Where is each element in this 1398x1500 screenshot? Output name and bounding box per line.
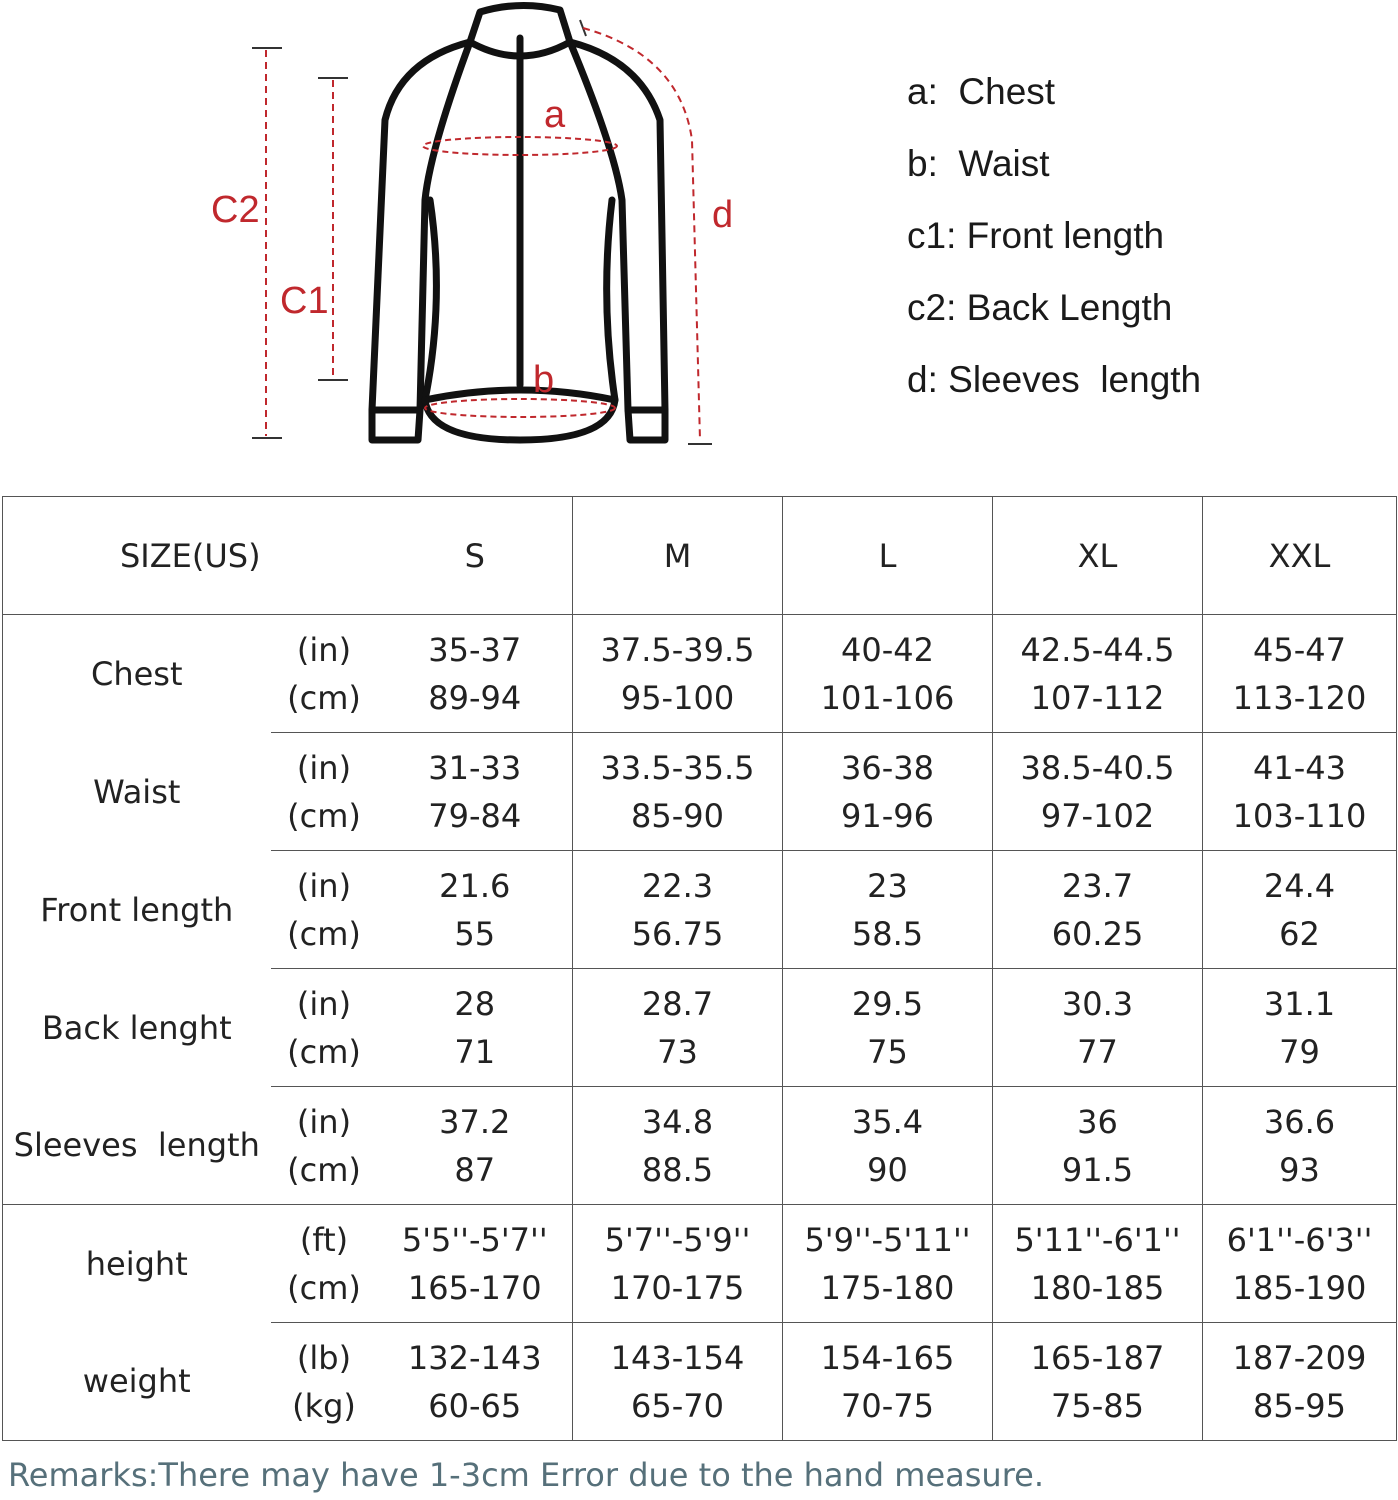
value-cell-m xyxy=(573,733,783,851)
value-primary: 40-42 xyxy=(841,630,934,669)
row-measure-name: Sleeves length xyxy=(3,1087,271,1205)
value-secondary: 85-90 xyxy=(631,796,724,835)
value-secondary: 95-100 xyxy=(620,678,735,717)
value-primary: 36 xyxy=(1077,1102,1118,1141)
value-cell-xl xyxy=(993,1205,1203,1323)
legend-item-chest: a: Chest xyxy=(907,71,1056,112)
value-cell-xxl xyxy=(1203,1205,1397,1323)
value-primary: 6'1''-6'3'' xyxy=(1226,1220,1373,1259)
value-cell-m xyxy=(573,1087,783,1205)
legend-item-back-length: c2: Back Length xyxy=(907,287,1173,328)
table-row xyxy=(3,1323,1397,1441)
value-cell-xl xyxy=(993,969,1203,1087)
c2-measure-line xyxy=(252,48,282,438)
value-cell-m xyxy=(573,851,783,969)
unit-label: (in) xyxy=(296,984,352,1023)
value-secondary: 101-106 xyxy=(820,678,955,717)
value-secondary: 180-185 xyxy=(1030,1268,1165,1307)
value-cell-xxl xyxy=(1203,1323,1397,1441)
header-size-label: SIZE(US) xyxy=(3,497,378,615)
value-secondary: 73 xyxy=(657,1032,698,1071)
value-primary: 31-33 xyxy=(428,748,522,787)
unit-label: (cm) xyxy=(287,678,361,717)
value-primary: 30.3 xyxy=(1061,984,1134,1023)
label-a: a xyxy=(544,94,566,136)
value-secondary: 107-112 xyxy=(1030,678,1165,717)
value-primary: 28 xyxy=(454,984,496,1023)
value-cell-m xyxy=(573,615,783,733)
value-secondary: 56.75 xyxy=(631,914,724,953)
unit-label: (cm) xyxy=(287,914,361,953)
value-primary: 23.7 xyxy=(1061,866,1134,905)
value-primary: 41-43 xyxy=(1253,748,1346,787)
unit-label: (in) xyxy=(296,1102,352,1141)
row-units xyxy=(271,851,378,969)
row-measure-name: weight xyxy=(3,1323,271,1441)
value-cell-xxl xyxy=(1203,969,1397,1087)
value-primary: 21.6 xyxy=(439,866,511,905)
value-secondary: 60.25 xyxy=(1051,914,1144,953)
row-units xyxy=(271,1087,378,1205)
value-primary: 154-165 xyxy=(820,1338,955,1377)
value-secondary: 91-96 xyxy=(841,796,934,835)
value-primary: 165-187 xyxy=(1030,1338,1165,1377)
value-secondary: 170-175 xyxy=(610,1268,745,1307)
value-primary: 5'9''-5'11'' xyxy=(804,1220,971,1259)
value-cell-s xyxy=(378,969,573,1087)
value-secondary: 71 xyxy=(454,1032,496,1071)
value-cell-xxl xyxy=(1203,615,1397,733)
value-cell-l xyxy=(783,1087,993,1205)
value-cell-l xyxy=(783,969,993,1087)
label-c1: C1 xyxy=(280,280,329,322)
value-secondary: 93 xyxy=(1279,1150,1320,1189)
value-secondary: 88.5 xyxy=(641,1150,714,1189)
value-cell-m xyxy=(573,969,783,1087)
label-c2: C2 xyxy=(211,189,260,231)
row-measure-name: Chest xyxy=(3,615,271,733)
unit-label: (in) xyxy=(296,748,352,787)
value-cell-l xyxy=(783,1205,993,1323)
value-cell-xl xyxy=(993,615,1203,733)
header-size-s: S xyxy=(378,497,573,615)
unit-label: (in) xyxy=(296,630,352,669)
legend-item-waist: b: Waist xyxy=(907,143,1050,184)
value-secondary: 103-110 xyxy=(1232,796,1367,835)
value-primary: 28.7 xyxy=(641,984,714,1023)
measurement-legend xyxy=(907,62,1201,422)
value-secondary: 77 xyxy=(1077,1032,1118,1071)
table-header-row xyxy=(3,497,1397,615)
row-units xyxy=(271,1323,378,1441)
unit-label: (in) xyxy=(296,866,352,905)
value-cell-xl xyxy=(993,851,1203,969)
value-secondary: 90 xyxy=(867,1150,908,1189)
value-secondary: 75-85 xyxy=(1051,1386,1144,1425)
row-measure-name: Front length xyxy=(3,851,271,969)
unit-label: (cm) xyxy=(287,1150,361,1189)
value-cell-xl xyxy=(993,1323,1203,1441)
value-primary: 31.1 xyxy=(1263,984,1336,1023)
row-units xyxy=(271,1205,378,1323)
row-measure-name: Waist xyxy=(3,733,271,851)
value-cell-s xyxy=(378,1087,573,1205)
value-cell-l xyxy=(783,851,993,969)
legend-item-sleeves-length: d: Sleeves length xyxy=(907,359,1202,400)
value-cell-m xyxy=(573,1205,783,1323)
value-cell-s xyxy=(378,851,573,969)
value-cell-xxl xyxy=(1203,1087,1397,1205)
value-primary: 37.2 xyxy=(439,1102,511,1141)
value-cell-l xyxy=(783,733,993,851)
value-primary: 35-37 xyxy=(428,630,522,669)
value-primary: 5'7''-5'9'' xyxy=(604,1220,751,1259)
value-cell-xl xyxy=(993,1087,1203,1205)
value-secondary: 185-190 xyxy=(1232,1268,1367,1307)
c1-measure-line xyxy=(318,78,348,380)
value-secondary: 79 xyxy=(1279,1032,1320,1071)
value-primary: 42.5-44.5 xyxy=(1020,630,1175,669)
value-primary: 187-209 xyxy=(1232,1338,1367,1377)
row-units xyxy=(271,615,378,733)
row-measure-name: Back lenght xyxy=(3,969,271,1087)
value-primary: 34.8 xyxy=(641,1102,714,1141)
value-primary: 5'5''-5'7'' xyxy=(401,1220,548,1259)
value-cell-l xyxy=(783,615,993,733)
value-secondary: 75 xyxy=(867,1032,908,1071)
value-secondary: 175-180 xyxy=(820,1268,955,1307)
value-primary: 33.5-35.5 xyxy=(600,748,755,787)
jacket-outline xyxy=(372,5,665,440)
table-row xyxy=(3,733,1397,851)
size-chart-table xyxy=(2,496,1397,1441)
value-primary: 143-154 xyxy=(610,1338,745,1377)
value-primary: 35.4 xyxy=(851,1102,924,1141)
value-secondary: 62 xyxy=(1279,914,1320,953)
header-size-xl: XL xyxy=(993,497,1203,615)
unit-label: (kg) xyxy=(292,1386,356,1425)
value-secondary: 91.5 xyxy=(1061,1150,1134,1189)
value-primary: 29.5 xyxy=(851,984,924,1023)
legend-item-front-length: c1: Front length xyxy=(907,215,1165,256)
value-secondary: 79-84 xyxy=(428,796,522,835)
value-cell-s xyxy=(378,1323,573,1441)
row-units xyxy=(271,733,378,851)
value-cell-m xyxy=(573,1323,783,1441)
value-secondary: 97-102 xyxy=(1040,796,1155,835)
value-cell-xxl xyxy=(1203,733,1397,851)
label-d: d xyxy=(712,194,734,236)
value-secondary: 70-75 xyxy=(841,1386,934,1425)
value-primary: 45-47 xyxy=(1253,630,1346,669)
value-secondary: 65-70 xyxy=(631,1386,724,1425)
value-cell-s xyxy=(378,1205,573,1323)
value-primary: 36.6 xyxy=(1263,1102,1336,1141)
unit-label: (cm) xyxy=(287,796,361,835)
value-cell-s xyxy=(378,733,573,851)
value-secondary: 89-94 xyxy=(428,678,522,717)
label-b: b xyxy=(533,359,555,401)
value-secondary: 165-170 xyxy=(407,1268,542,1307)
unit-label: (lb) xyxy=(296,1338,352,1377)
value-primary: 36-38 xyxy=(841,748,934,787)
d-measure-line xyxy=(580,20,712,444)
table-row xyxy=(3,851,1397,969)
row-units xyxy=(271,969,378,1087)
value-primary: 132-143 xyxy=(407,1338,542,1377)
value-cell-s xyxy=(378,615,573,733)
value-primary: 24.4 xyxy=(1263,866,1336,905)
value-cell-l xyxy=(783,1323,993,1441)
remarks-note: Remarks:There may have 1-3cm Error due to the hand measure. xyxy=(8,1456,1045,1494)
waist-measure-line xyxy=(425,399,615,417)
value-primary: 37.5-39.5 xyxy=(600,630,755,669)
value-secondary: 58.5 xyxy=(851,914,924,953)
table-row xyxy=(3,615,1397,733)
unit-label: (cm) xyxy=(287,1032,361,1071)
value-primary: 23 xyxy=(867,866,908,905)
table-row xyxy=(3,1087,1397,1205)
value-secondary: 55 xyxy=(454,914,496,953)
header-size-l: L xyxy=(783,497,993,615)
header-size-m: M xyxy=(573,497,783,615)
row-measure-name: height xyxy=(3,1205,271,1323)
value-primary: 5'11''-6'1'' xyxy=(1014,1220,1181,1259)
table-row xyxy=(3,1205,1397,1323)
value-secondary: 60-65 xyxy=(428,1386,522,1425)
value-cell-xl xyxy=(993,733,1203,851)
table-row xyxy=(3,969,1397,1087)
value-secondary: 113-120 xyxy=(1232,678,1367,717)
value-primary: 38.5-40.5 xyxy=(1020,748,1175,787)
unit-label: (ft) xyxy=(299,1220,349,1259)
value-secondary: 85-95 xyxy=(1253,1386,1346,1425)
value-primary: 22.3 xyxy=(641,866,714,905)
value-secondary: 87 xyxy=(454,1150,496,1189)
value-cell-xxl xyxy=(1203,851,1397,969)
unit-label: (cm) xyxy=(287,1268,361,1307)
header-size-xxl: XXL xyxy=(1203,497,1397,615)
